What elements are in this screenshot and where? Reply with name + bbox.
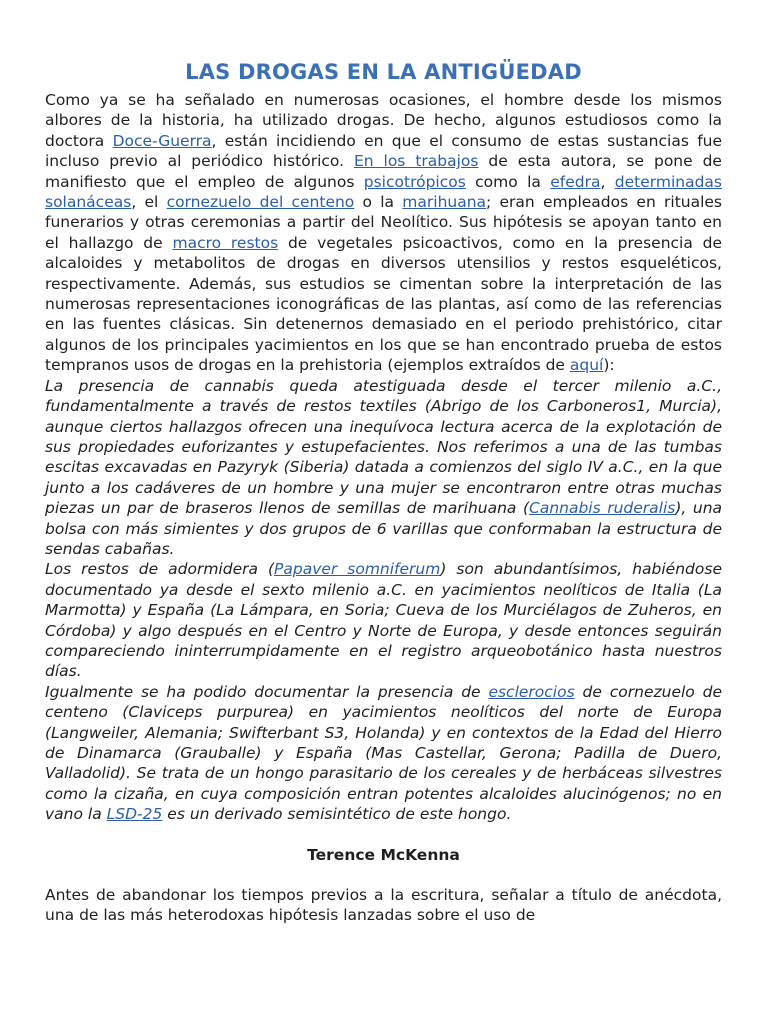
text-run: de esta autora, se pone de manifiesto que el empleo de algunos — [45, 152, 722, 191]
link-aqui[interactable]: aquí — [569, 356, 604, 375]
link-cannabis-ruderalis[interactable]: Cannabis ruderalis — [529, 499, 676, 518]
text-run: Igualmente se ha podido documentar la presencia de — [45, 682, 489, 701]
link-lsd-25[interactable]: LSD-25 — [106, 805, 163, 824]
cannabis-paragraph — [45, 376, 722, 560]
text-run: Como ya se ha señalado en numerosas ocasiones, el hombre desde los mismos albores de la historia, ha utilizado drogas. De hecho, algunos estudiosos como la doctora — [45, 91, 722, 150]
text-run: , el — [131, 193, 167, 212]
text-run: , — [600, 172, 615, 191]
link-doce-guerra[interactable]: Doce-Guerra — [112, 131, 212, 150]
text-run: de cornezuelo de centeno (Claviceps purpurea) en yacimientos neolíticos del norte de Europa (Langweiler, Alemania; Swifterbant S3, Holanda) y en contextos de la Edad del Hierro de Dinamarca (Grauballe) y España (Mas Castellar, Gerona; Padilla de Duero, Valladolid). Se trata de un hongo parasitario de los cereales y de herbáceas silvestres como la cizaña, en cuya composición entran potentes alcaloides alucinógenos; no en vano la — [45, 682, 722, 824]
link-papaver-somniferum[interactable]: Papaver somniferum — [274, 560, 441, 579]
text-run: como la — [465, 172, 551, 191]
closing-paragraph: Antes de abandonar los tiempos previos a la escritura, señalar a título de anécdota, una de las más heterodoxas hipótesis lanzadas sobre el uso de — [45, 886, 722, 925]
text-run: La presencia de cannabis queda atestiguada desde el tercer milenio a.C., fundamentalmente a través de restos textiles (Abrigo de los Carboneros1, Murcia), aunque ciertos hallazgos ofrecen una inequívoca lectura acerca de la explotación de sus propiedades euforizantes y estupefacientes. Nos referimos a una de las tumbas escitas excavadas en Pazyryk (Siberia) datada a comienzos del siglo IV a.C., en la que junto a los cadáveres de un hombre y una mujer se encontraron entre otras muchas piezas un par de braseros llenos de semillas de marihuana ( — [45, 376, 722, 518]
text-run: ) son abundantísimos, habiéndose documentado ya desde el sexto milenio a.C. en yacimientos neolíticos de Italia (La Marmotta) y España (La Lámpara, en Soria; Cueva de los Murciélagos de Zuheros, en Córdoba) y algo después en el Centro y Norte de Europa, y desde entonces seguirán compareciendo ininterrumpidamente en el registro arqueobotánico hasta nuestros días. — [45, 560, 722, 681]
text-run: ): — [603, 356, 615, 375]
adormidera-paragraph — [45, 559, 722, 681]
cornezuelo-paragraph — [45, 682, 722, 825]
link-cornezuelo[interactable]: cornezuelo del centeno — [166, 193, 355, 212]
text-run: o la — [354, 193, 403, 212]
intro-paragraph — [45, 90, 722, 376]
document-page — [45, 58, 722, 926]
text-run: Los restos de adormidera ( — [45, 560, 275, 579]
section-subheading: Terence McKenna — [307, 845, 460, 864]
text-run: es un derivado semisintético de este hongo. — [162, 805, 512, 824]
link-esclerocios[interactable]: esclerocios — [488, 682, 575, 701]
link-solanaceas[interactable]: determinadas solanáceas — [45, 172, 722, 212]
link-psicotropicos[interactable]: psicotrópicos — [363, 172, 466, 191]
text-run: ), una bolsa con más simientes y dos grupos de 6 varillas que conformaban la estructura de sendas cabañas. — [45, 499, 723, 558]
link-en-los-trabajos[interactable]: En los trabajos — [353, 152, 479, 171]
text-run: , están incidiendo en que el consumo de estas sustancias fue incluso previo al periódico histórico. — [45, 131, 723, 171]
link-efedra[interactable]: efedra — [550, 172, 601, 191]
text-run: de vegetales psicoactivos, como en la presencia de alcaloides y metabolitos de drogas en diversos utensilios y restos esqueléticos, respectivamente. Además, sus estudios se cimentan sobre la interpretación de las numerosas representaciones iconográficas de las plantas, así como de las referencias en las fuentes clásicas. Sin detenernos demasiado en el periodo prehistórico, citar algunos de los principales yacimientos en los que se han encontrado prueba de estos tempranos usos de drogas en la prehistoria (ejemplos extraídos de — [45, 233, 722, 375]
text-run: ; eran empleados en rituales funerarios y otras ceremonias a partir del Neolítico. Sus hipótesis se apoyan tanto en el hallazgo de — [45, 193, 723, 252]
page-title: LAS DROGAS EN LA ANTIGÜEDAD — [185, 60, 582, 84]
link-macro-restos[interactable]: macro restos — [172, 233, 279, 252]
link-marihuana[interactable]: marihuana — [402, 193, 487, 212]
